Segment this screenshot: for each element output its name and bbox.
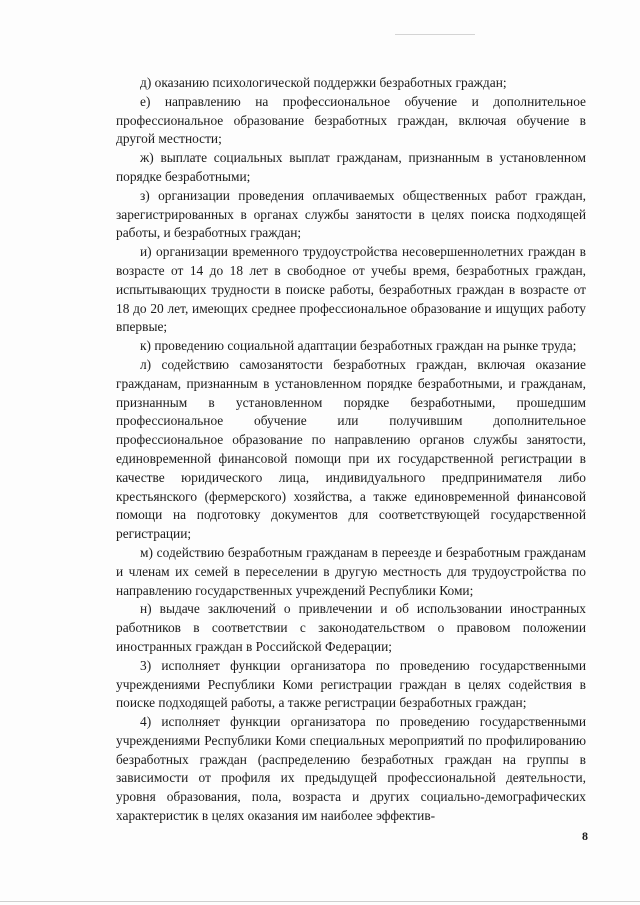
- scan-artifact-bottom-line: [0, 901, 640, 902]
- paragraph-3: 3) исполняет функции организатора по проведению государственными учреждениями Республики Коми регистрации граждан в целях содействия в поиске подходящей работы, а также регистрации безработных граждан;: [116, 657, 586, 711]
- paragraph-l: л) содействию самозанятости безработных граждан, включая оказание гражданам, признанным в установленном порядке безработными, и гражданам, признанным в установленном порядке безработными, прошедшим профессиональное обучение или получившим дополнительное профессиональное образование по направлению органов службы занятости, единовременной финансовой помощи при их государственной регистрации в качестве юридического лица, индивидуального предпринимателя либо крестьянского (фермерского) хозяйства, а также единовременной финансовой помощи на подготовку документов для соответствующей государственной регистрации;: [116, 356, 586, 542]
- paragraph-m: м) содействию безработным гражданам в переезде и безработным гражданам и членам их семей в переселении в другую местность для трудоустройства по направлению государственных учреждений Республики Коми;: [116, 544, 586, 598]
- scan-artifact-line: [395, 34, 475, 35]
- paragraph-zh: ж) выплате социальных выплат гражданам, признанным в установленном порядке безработными;: [116, 150, 586, 184]
- page-number: 8: [582, 829, 588, 843]
- paragraph-i: и) организации временного трудоустройства несовершеннолетних граждан в возрасте от 14 до 18 лет в свободное от учебы время, безработных граждан, испытывающих трудности в поиске работы, безработных граждан в возрасте от 18 до 20 лет, имеющих среднее профессиональное образование и ищущих работу впервые;: [116, 244, 586, 335]
- document-body: [116, 74, 586, 826]
- paragraph-4: 4) исполняет функции организатора по проведению государственными учреждениями Республики Коми специальных мероприятий по профилированию безработных граждан (распределению безработных граждан на группы в зависимости от профиля их предыдущей профессиональной деятельности, уровня образования, пола, возраста и других социально-демографических характеристик в целях оказания им наиболее эффектив-: [116, 714, 586, 824]
- paragraph-d: д) оказанию психологической поддержки безработных граждан;: [140, 75, 507, 90]
- paragraph-z: з) организации проведения оплачиваемых общественных работ граждан, зарегистрированных в органах службы занятости в целях поиска подходящей работы, и безработных граждан;: [116, 187, 586, 241]
- paragraph-k: к) проведению социальной адаптации безработных граждан на рынке труда;: [140, 338, 577, 354]
- paragraph-e: е) направлению на профессиональное обучение и дополнительное профессиональное образование безработных граждан, включая обучение в другой местности;: [116, 93, 586, 147]
- paragraph-n: н) выдаче заключений о привлечении и об использовании иностранных работников в соответствии с законодательством о правовом положении иностранных граждан в Российской Федерации;: [116, 601, 586, 654]
